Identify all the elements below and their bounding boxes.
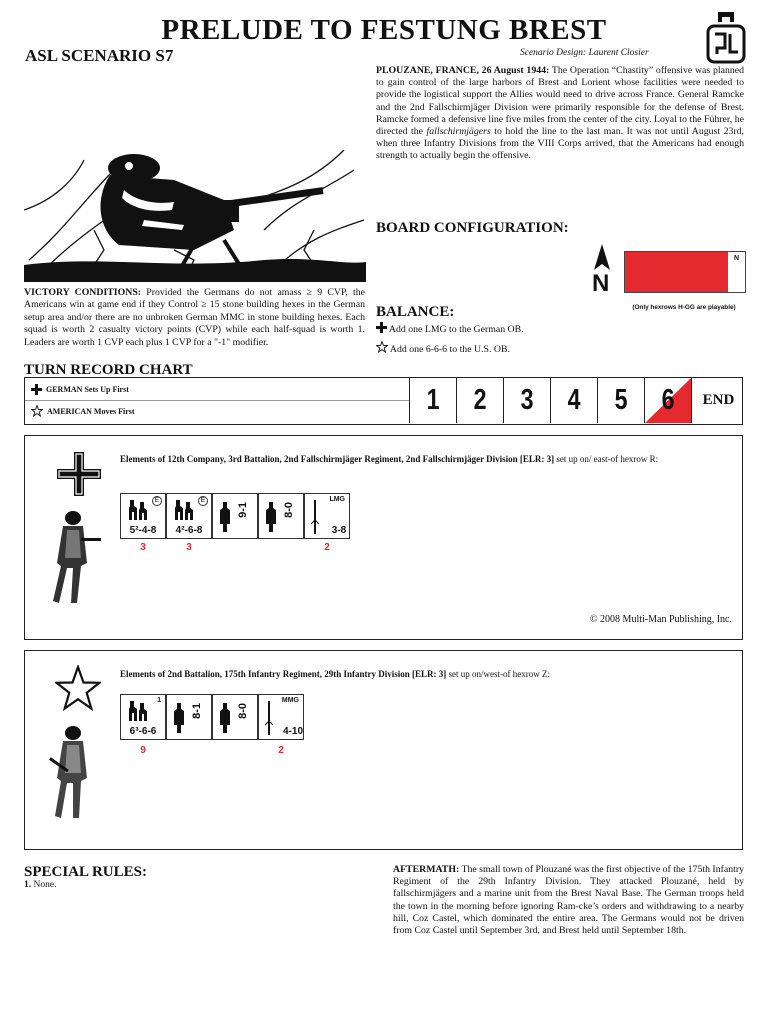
leader-icon bbox=[218, 502, 232, 532]
turn-number: 6 bbox=[661, 384, 675, 416]
american-squad-666-counter bbox=[120, 694, 166, 740]
board-config-heading: BOARD CONFIGURATION: bbox=[376, 220, 569, 236]
balance-heading: BALANCE: bbox=[376, 304, 455, 320]
counter-value: 3-8 bbox=[331, 525, 347, 536]
german-soldier-icon bbox=[47, 508, 102, 608]
scenario-id: ASL SCENARIO S7 bbox=[25, 46, 174, 65]
special-rules-heading: SPECIAL RULES: bbox=[24, 864, 147, 880]
intro-location: PLOUZANE, FRANCE, 26 August 1944: bbox=[376, 65, 550, 76]
soldiers-icon bbox=[127, 699, 157, 723]
divider bbox=[25, 400, 409, 401]
quantity: 9 bbox=[140, 745, 146, 756]
counter-value: 9-1 bbox=[237, 502, 249, 518]
asl-logo-icon bbox=[704, 10, 748, 64]
german-leader-80-counter bbox=[258, 493, 304, 539]
turn-box-5 bbox=[597, 378, 644, 423]
counter-value: 8-0 bbox=[283, 502, 295, 518]
aftermath-label: AFTERMATH: bbox=[393, 864, 460, 875]
german-balkenkreuz-icon bbox=[57, 452, 101, 496]
rule-text: None. bbox=[31, 880, 57, 890]
quantity: 2 bbox=[278, 745, 284, 756]
quantity bbox=[212, 745, 258, 756]
aftermath bbox=[393, 864, 744, 937]
counter-value: 4²-6-8 bbox=[175, 525, 203, 536]
scenario-title: PRELUDE TO FESTUNG BREST bbox=[161, 14, 607, 46]
intro-text-2: to hold the line to the last man. It was not until August 23rd, when three Infantry Divisions from the VIII Corps arrived, that the Americans had enough strength to actually begin the offensive. bbox=[376, 126, 744, 162]
turn-number: 4 bbox=[567, 384, 581, 416]
weapon-label: MMG bbox=[281, 697, 299, 704]
german-setup-text: GERMAN Sets Up First bbox=[46, 385, 129, 394]
weapon-label: LMG bbox=[329, 496, 345, 503]
quantity: 2 bbox=[324, 542, 330, 553]
german-squad-548-counter bbox=[120, 493, 166, 539]
american-moves-row bbox=[31, 405, 135, 417]
american-star-icon bbox=[31, 405, 43, 417]
american-star-icon bbox=[376, 341, 388, 353]
american-mmg-counter bbox=[258, 694, 304, 740]
soldiers-icon bbox=[127, 498, 157, 522]
turn-box-1 bbox=[409, 378, 456, 423]
quantity bbox=[166, 745, 212, 756]
quantity: 3 bbox=[140, 542, 146, 553]
board-playable-area bbox=[625, 252, 728, 292]
german-oob-text bbox=[120, 454, 720, 466]
intro-text-1: The Operation “Chastity” offensive was planned to gain control of the large harbors of Brest and Lorient whose facilities were needed to provide the logistical support the Allies would need to drive across France. General Ramcke and the 2nd Fallschirmjäger Division were primarily responsible for the defense of Brest. Ramcke formed a defensive line five miles from the center of the city. Loyal to the Führer, he directed the bbox=[376, 65, 744, 138]
american-moves-text: AMERICAN Moves First bbox=[47, 406, 135, 416]
balance-german-text: Add one LMG to the German OB. bbox=[388, 324, 524, 335]
aftermath-text: The small town of Plouzané was the first objective of the 175th Infantry Regiment of the 29th Infantry Division. They attacked Plouzané, held by fallschirmjägers and a marine unit from the Brest Naval Base. The German troops held the town in the morning before ignoring Ram-cke’s orders and withdrawing to a nearby hill, Coz Castel, which dominated the entire area. The Germans would not be driven from Coz Castel until September 3rd, and Brest held until September 18th. bbox=[393, 864, 744, 937]
board-note: (Only hexrows H-GG are playable) bbox=[632, 304, 736, 311]
german-cross-icon bbox=[376, 322, 387, 333]
counter-value: 5²-4-8 bbox=[129, 525, 157, 536]
german-squad-468-counter bbox=[166, 493, 212, 539]
intro-italic: fallschirmjägers bbox=[426, 126, 491, 138]
counter-value: 8-1 bbox=[191, 703, 203, 719]
turn-box-4 bbox=[550, 378, 597, 423]
historical-intro bbox=[376, 65, 744, 163]
turn-number: 3 bbox=[520, 384, 534, 416]
german-lmg-counter bbox=[304, 493, 350, 539]
german-order-of-battle bbox=[24, 435, 743, 640]
soldiers-icon bbox=[173, 498, 203, 522]
board-map bbox=[624, 251, 746, 293]
machine-gunner-illustration bbox=[24, 80, 366, 282]
turn-number: 2 bbox=[473, 384, 487, 416]
american-counters bbox=[120, 694, 304, 740]
quantity bbox=[212, 542, 258, 553]
german-oob-setup: set up on/ east-of hexrow R: bbox=[554, 454, 659, 464]
german-oob-units: Elements of 12th Company, 3rd Battalion, 2nd Fallschirmjäger Regiment, 2nd Fallschirmjäger Division [ELR: 3] bbox=[120, 454, 555, 464]
board-label: N bbox=[733, 255, 739, 262]
counter-value: 6³-6-6 bbox=[129, 726, 157, 737]
counter-value: 4-10 bbox=[282, 726, 303, 737]
turn-box-6 bbox=[644, 378, 691, 423]
rule-number: 1. bbox=[24, 880, 32, 890]
balance-american bbox=[376, 341, 510, 355]
special-rule-1 bbox=[24, 880, 56, 890]
counter-tag: 1 bbox=[157, 697, 161, 704]
elite-tag: E bbox=[152, 496, 162, 506]
turn-box-3 bbox=[503, 378, 550, 423]
american-oob-text bbox=[120, 669, 720, 681]
american-oob-setup: set up on/west-of hexrow Z: bbox=[446, 669, 550, 679]
american-leader-80-counter bbox=[212, 694, 258, 740]
copyright: © 2008 Multi-Man Publishing, Inc. bbox=[589, 614, 732, 625]
north-arrow-icon bbox=[594, 244, 610, 270]
counter-value: 8-0 bbox=[237, 703, 249, 719]
turn-record-sides bbox=[25, 378, 409, 423]
victory-conditions bbox=[24, 287, 365, 349]
turn-record-chart bbox=[24, 377, 743, 425]
turn-record-heading: TURN RECORD CHART bbox=[24, 362, 193, 378]
quantity: 3 bbox=[186, 542, 192, 553]
turn-number: 1 bbox=[426, 384, 440, 416]
turn-number: 5 bbox=[614, 384, 628, 416]
victory-label: VICTORY CONDITIONS: bbox=[24, 287, 142, 298]
german-counter-quantities bbox=[120, 542, 350, 553]
american-oob-units: Elements of 2nd Battalion, 175th Infantry Regiment, 29th Infantry Division [ELR: 3] bbox=[120, 669, 447, 679]
american-star-icon bbox=[55, 665, 101, 711]
leader-icon bbox=[172, 703, 186, 733]
balance-german bbox=[376, 322, 524, 335]
elite-tag: E bbox=[198, 496, 208, 506]
turn-box-end: END bbox=[691, 378, 745, 423]
american-soldier-icon bbox=[47, 723, 102, 823]
victory-text: Provided the Germans do not amass ≥ 9 CVP, the Americans win at game end if they Control ≥ 15 stone building hexes in the German setup area and/or there are no unbroken German MMC in stone building hexes. Each squad is worth 2 casualty victory points (CVP) while each half-squad is worth 1. Leaders are worth 1 CVP each plus 1 CVP for a "-1" modifier. bbox=[24, 287, 365, 348]
american-counter-quantities bbox=[120, 745, 304, 756]
leader-icon bbox=[218, 703, 232, 733]
quantity bbox=[258, 542, 304, 553]
german-setup-row bbox=[31, 384, 129, 395]
german-leader-91-counter bbox=[212, 493, 258, 539]
american-order-of-battle bbox=[24, 650, 743, 850]
designer-credit: Scenario Design: Laurent Closier bbox=[520, 48, 649, 58]
balance-american-text: Add one 6-6-6 to the U.S. OB. bbox=[389, 344, 510, 355]
turn-box-2 bbox=[456, 378, 503, 423]
german-cross-icon bbox=[31, 384, 42, 395]
german-counters bbox=[120, 493, 350, 539]
american-leader-81-counter bbox=[166, 694, 212, 740]
turn-boxes bbox=[409, 378, 745, 423]
leader-icon bbox=[264, 502, 278, 532]
north-label: N bbox=[592, 270, 610, 297]
